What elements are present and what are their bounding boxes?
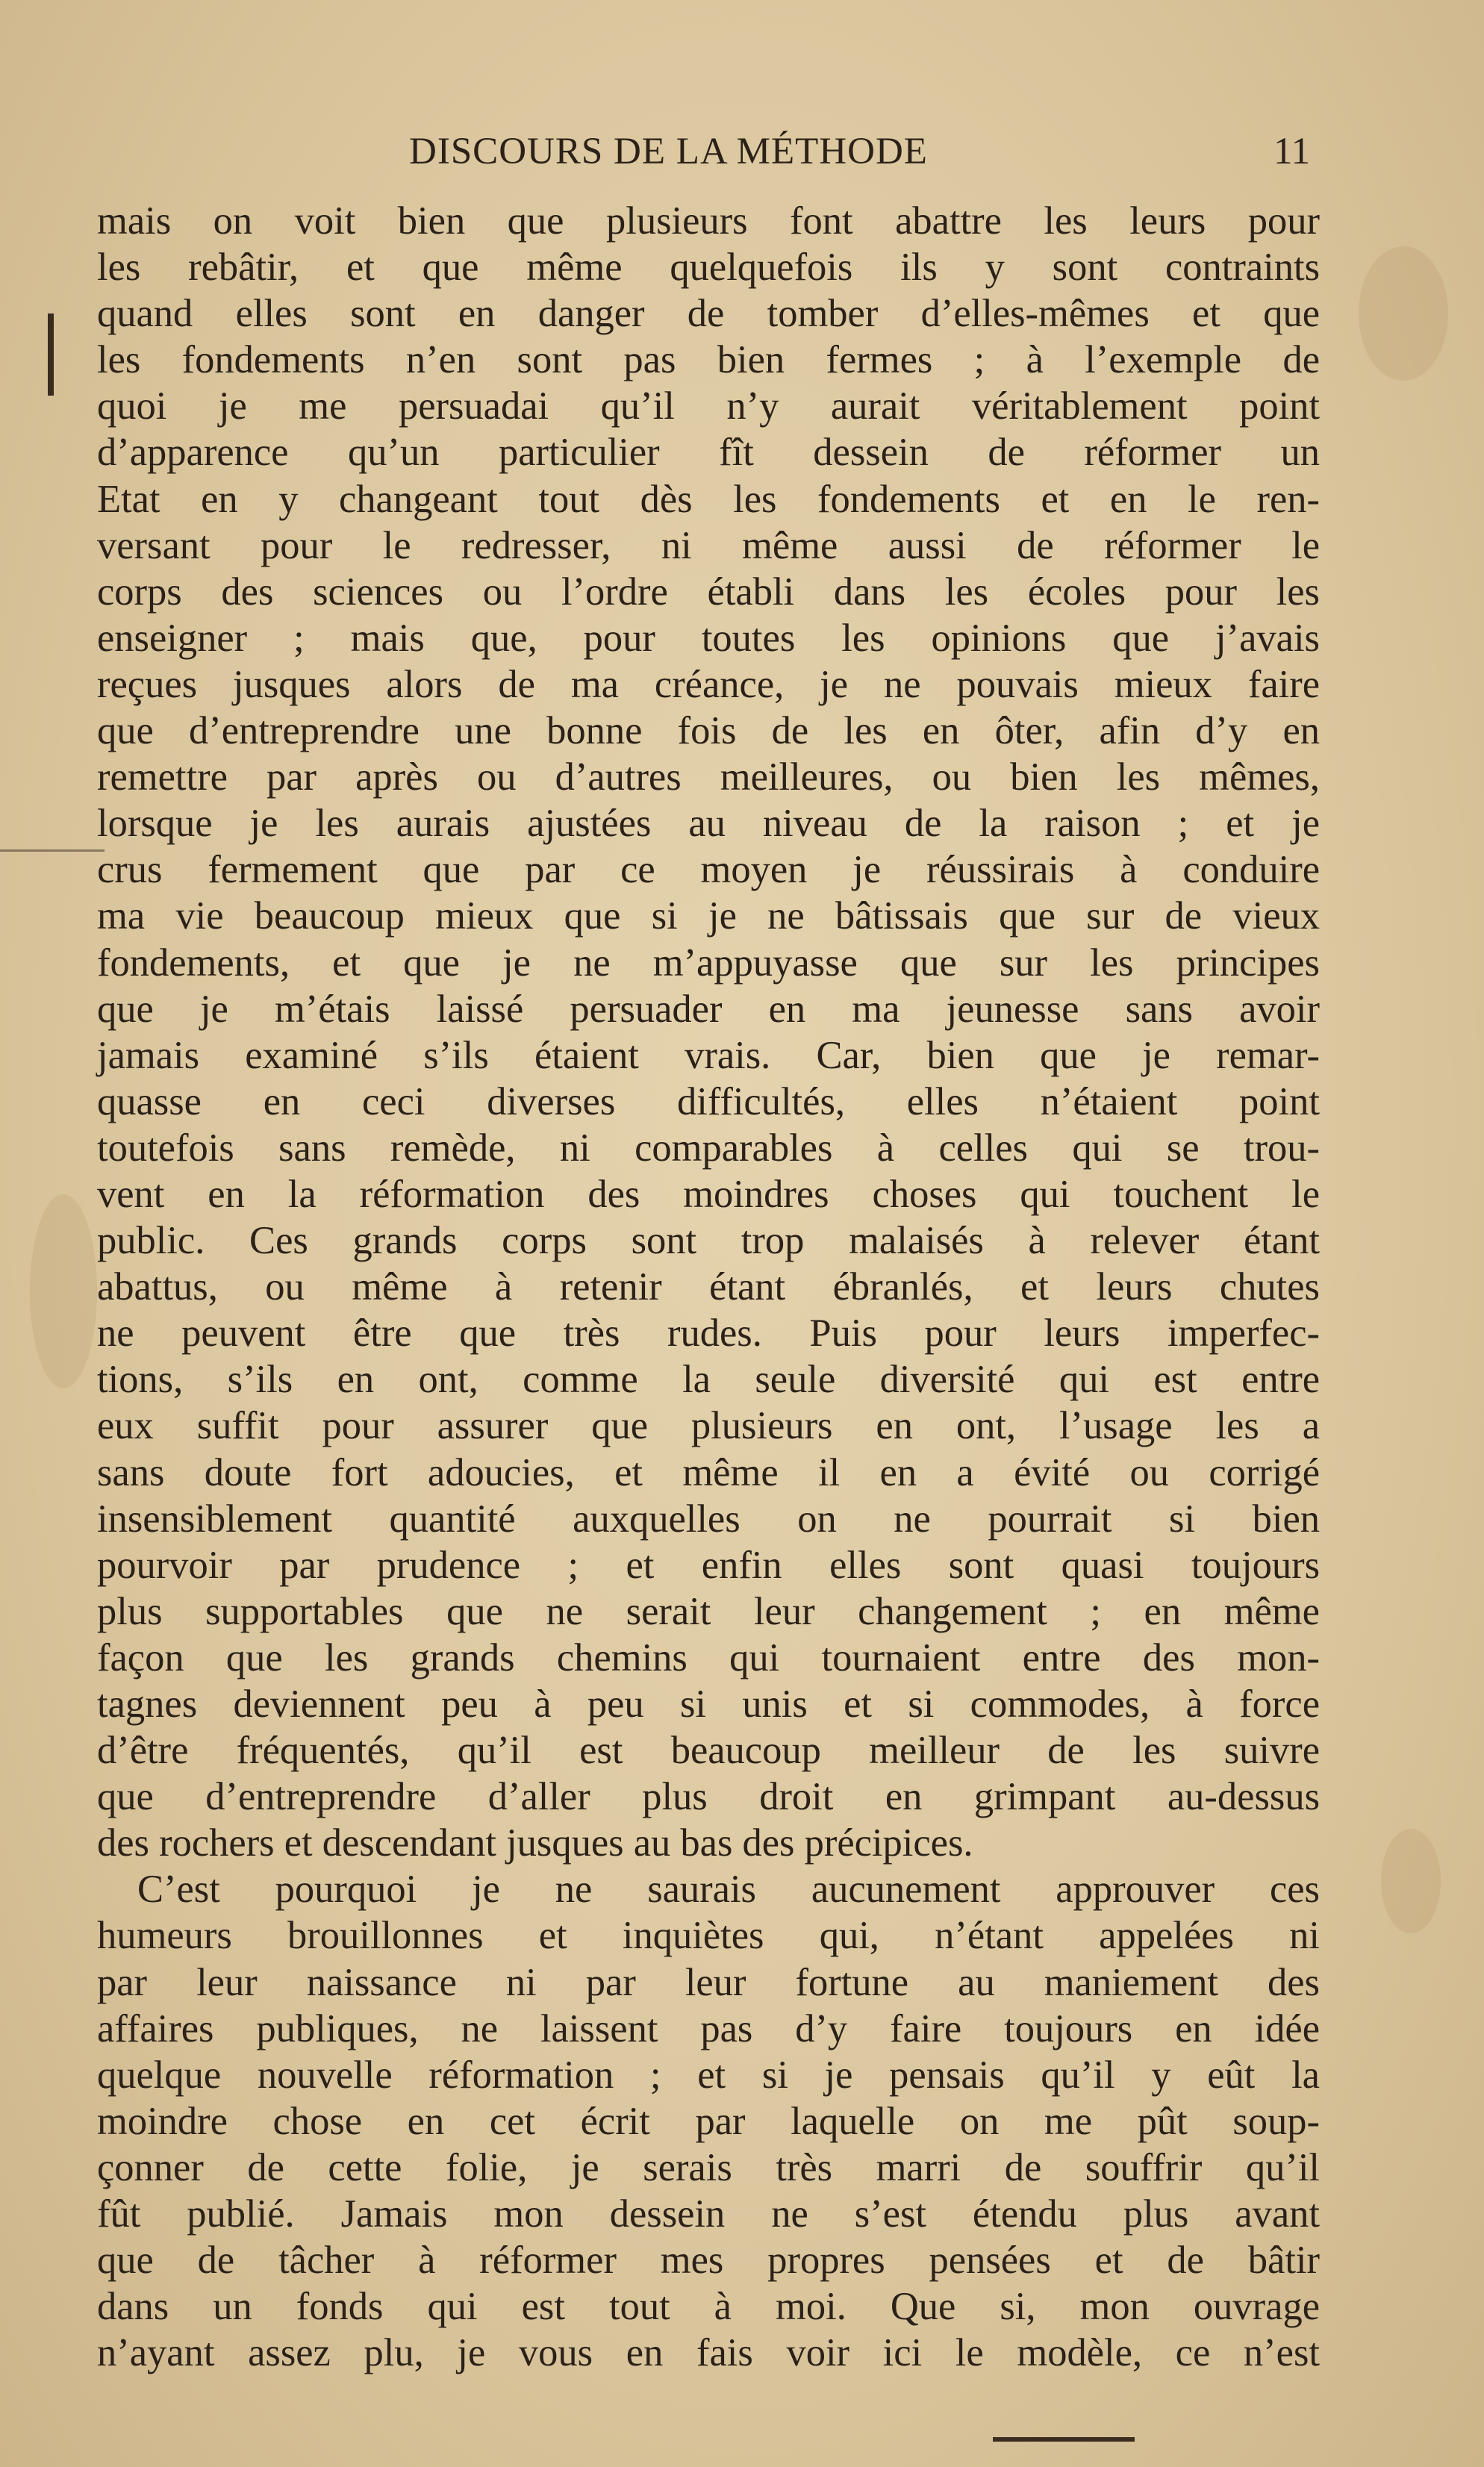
text-line: les rebâtir, et que même quelquefois ils y sont contraints — [97, 246, 1320, 290]
text-line: quasse en ceci diverses difficultés, elles n’étaient point — [97, 1079, 1320, 1123]
margin-ink-mark — [0, 849, 105, 852]
text-line: jamais examiné s’ils étaient vrais. Car, bien que je remar- — [97, 1033, 1320, 1077]
text-line: vent en la réformation des moindres choses qui touchent le — [97, 1172, 1320, 1216]
text-line: insensiblement quantité auxquelles on ne pourrait si bien — [97, 1497, 1320, 1541]
text-line: affaires publiques, ne laissent pas d’y faire toujours en idée — [97, 2006, 1320, 2050]
text-line: abattus, ou même à retenir étant ébranlés, et leurs chutes — [97, 1265, 1320, 1309]
text-line: çonner de cette folie, je serais très marri de souffrir qu’il — [97, 2145, 1320, 2189]
text-line: quoi je me persuadai qu’il n’y aurait véritablement point — [97, 384, 1320, 428]
text-line: fût publié. Jamais mon dessein ne s’est étendu plus avant — [97, 2192, 1320, 2236]
text-line: quand elles sont en danger de tomber d’elles-mêmes et que — [97, 292, 1320, 336]
text-line: d’apparence qu’un particulier fît dessein de réformer un — [97, 431, 1320, 475]
paper-stain — [1381, 1829, 1441, 1933]
text-line: ne peuvent être que très rudes. Puis pour leurs imperfec- — [97, 1312, 1320, 1356]
page-number: 11 — [1273, 131, 1311, 172]
text-line: remettre par après ou d’autres meilleures, ou bien les mêmes, — [97, 755, 1320, 799]
paper-stain — [30, 1194, 97, 1388]
paper-stain — [1359, 246, 1448, 381]
text-line: des rochers et descendant jusques au bas des précipices. — [97, 1821, 973, 1865]
text-line: reçues jusques alors de ma créance, je ne pouvais mieux faire — [97, 662, 1320, 706]
text-line: ma vie beaucoup mieux que si je ne bâtissais que sur de vieux — [97, 894, 1320, 938]
text-line: enseigner ; mais que, pour toutes les opinions que j’avais — [97, 616, 1320, 660]
margin-ink-mark — [48, 314, 54, 396]
paragraph — [97, 1866, 1320, 2376]
text-line: que d’entreprendre d’aller plus droit en grimpant au-dessus — [97, 1775, 1320, 1819]
text-line: par leur naissance ni par leur fortune au maniement des — [97, 1960, 1320, 2004]
text-line: tagnes deviennent peu à peu si unis et si commodes, à force — [97, 1682, 1320, 1726]
text-line: plus supportables que ne serait leur changement ; en même — [97, 1589, 1320, 1633]
text-line: que de tâcher à réformer mes propres pensées et de bâtir — [97, 2239, 1320, 2283]
text-line: C’est pourquoi je ne saurais aucunement approuver ces — [137, 1868, 1320, 1912]
text-line: versant pour le redresser, ni même aussi de réformer le — [97, 523, 1320, 567]
text-line: d’être fréquentés, qu’il est beaucoup meilleur de les suivre — [97, 1729, 1320, 1773]
body-text — [97, 198, 1320, 2376]
text-line: fondements, et que je ne m’appuyasse que sur les principes — [97, 941, 1320, 985]
text-line: Etat en y changeant tout dès les fondements et en le ren- — [97, 477, 1320, 521]
text-line: tions, s’ils en ont, comme la seule diversité qui est entre — [97, 1358, 1320, 1402]
page-header — [0, 125, 1484, 178]
text-line: public. Ces grands corps sont trop malaisés à relever étant — [97, 1219, 1320, 1263]
text-line: lorsque je les aurais ajustées au niveau de la raison ; et je — [97, 802, 1320, 846]
text-line: sans doute fort adoucies, et même il en a évité ou corrigé — [97, 1450, 1320, 1494]
text-line: mais on voit bien que plusieurs font abattre les leurs pour — [97, 199, 1320, 243]
text-line: corps des sciences ou l’ordre établi dans les écoles pour les — [97, 570, 1320, 614]
text-line: quelque nouvelle réformation ; et si je pensais qu’il y eût la — [97, 2053, 1320, 2097]
text-line: dans un fonds qui est tout à moi. Que si, mon ouvrage — [97, 2285, 1320, 2329]
margin-ink-mark — [993, 2437, 1135, 2442]
paragraph — [97, 198, 1320, 1866]
text-line: façon que les grands chemins qui tournaient entre des mon- — [97, 1635, 1320, 1680]
running-title: DISCOURS DE LA MÉTHODE — [409, 131, 928, 172]
text-line: que je m’étais laissé persuader en ma jeunesse sans avoir — [97, 987, 1320, 1031]
text-line: que d’entreprendre une bonne fois de les en ôter, afin d’y en — [97, 709, 1320, 753]
text-line: n’ayant assez plu, je vous en fais voir ici le modèle, ce n’est — [97, 2331, 1320, 2375]
text-line: les fondements n’en sont pas bien fermes ; à l’exemple de — [97, 338, 1320, 382]
text-line: humeurs brouillonnes et inquiètes qui, n’étant appelées ni — [97, 1914, 1320, 1958]
text-line: eux suffit pour assurer que plusieurs en ont, l’usage les a — [97, 1404, 1320, 1448]
text-line: pourvoir par prudence ; et enfin elles sont quasi toujours — [97, 1543, 1320, 1587]
text-line: moindre chose en cet écrit par laquelle on me pût soup- — [97, 2099, 1320, 2143]
text-line: crus fermement que par ce moyen je réussirais à conduire — [97, 848, 1320, 892]
text-line: toutefois sans remède, ni comparables à celles qui se trou- — [97, 1126, 1320, 1170]
